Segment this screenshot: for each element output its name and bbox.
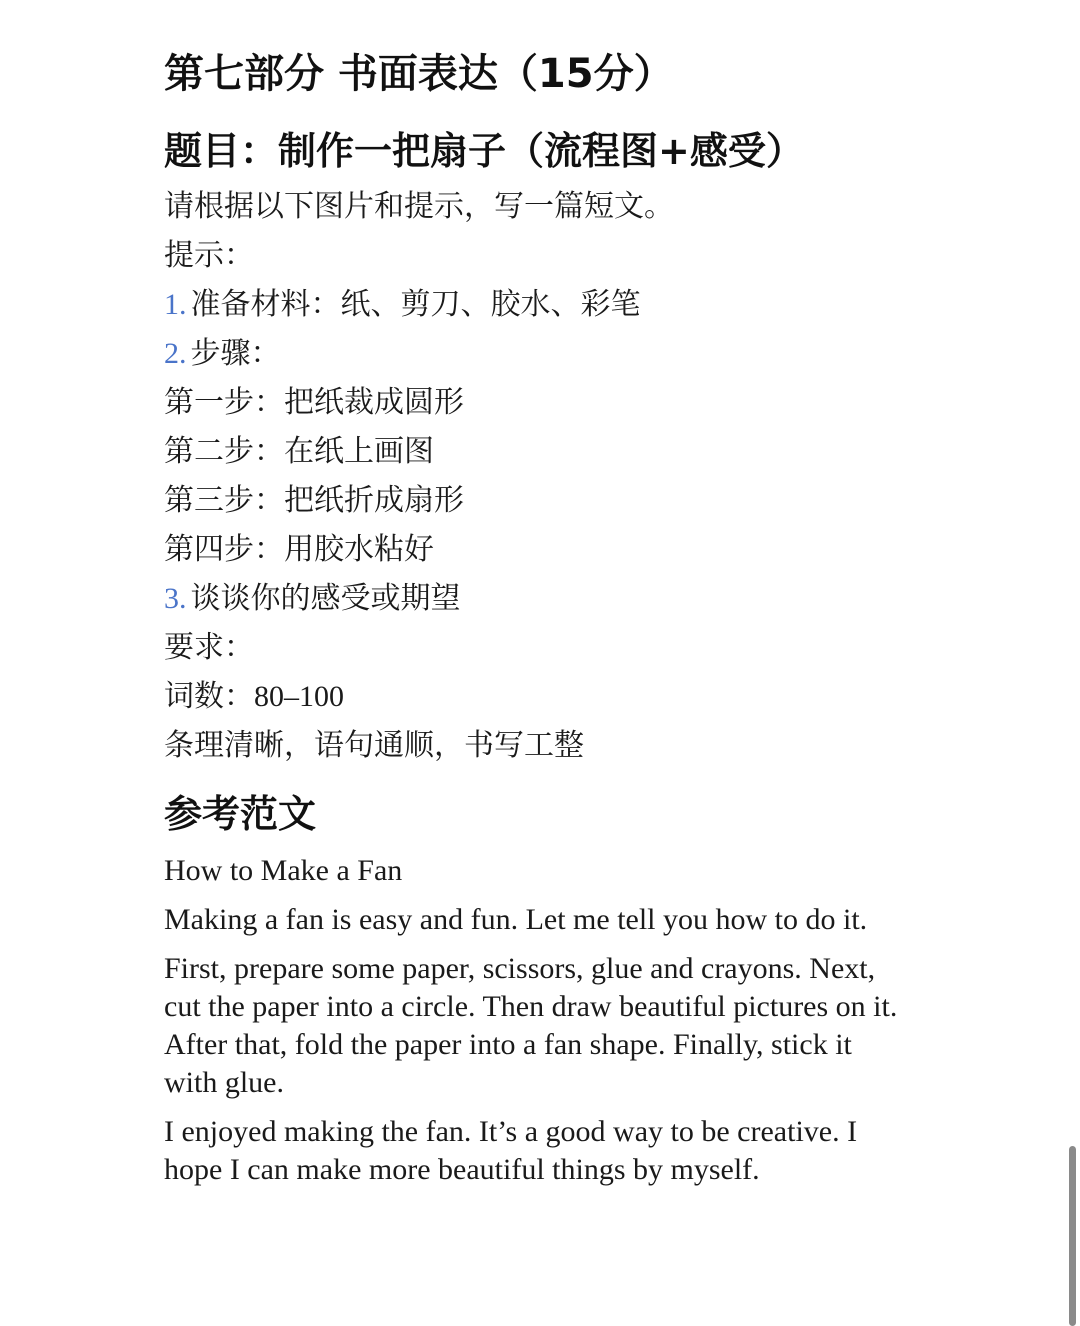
requirement-text: 条理清晰，语句通顺，书写工整 bbox=[164, 728, 584, 763]
word-count-value: 80–100 bbox=[254, 680, 344, 713]
step-item: 第一步：把纸裁成圆形 bbox=[164, 385, 464, 420]
sample-essay bbox=[164, 852, 909, 1200]
step-item: 第二步：在纸上画图 bbox=[164, 434, 434, 469]
list-number: 1. bbox=[164, 288, 187, 321]
word-count-label: 词数： bbox=[164, 679, 254, 714]
requirements-label: 要求： bbox=[164, 630, 254, 665]
essay-paragraph: First, prepare some paper, scissors, glue and crayons. Next, cut the paper into a circle. Then draw beautiful pictures on it. After that, fold the paper into a fan shape. Finally, stick it with glue. bbox=[164, 952, 898, 1099]
list-number: 3. bbox=[164, 582, 187, 615]
section-title: 第七部分 书面表达（15分） bbox=[164, 51, 674, 97]
instruction-text: 请根据以下图片和提示，写一篇短文。 bbox=[164, 189, 674, 224]
essay-paragraph: Making a fan is easy and fun. Let me tell you how to do it. bbox=[164, 903, 868, 936]
list-number: 2. bbox=[164, 337, 187, 370]
hint-item bbox=[164, 282, 674, 331]
hint-label: 提示： bbox=[164, 238, 254, 273]
scrollbar-thumb[interactable] bbox=[1069, 1146, 1076, 1326]
hint-text: 步骤： bbox=[190, 336, 281, 371]
essay-paragraph: I enjoyed making the fan. It’s a good way to be creative. I hope I can make more beautiful things by myself. bbox=[164, 1115, 858, 1186]
prompt-list bbox=[164, 184, 674, 772]
hint-item bbox=[164, 331, 674, 380]
hint-text: 准备材料：纸、剪刀、胶水、彩笔 bbox=[190, 287, 641, 322]
word-count bbox=[164, 674, 674, 723]
hint-item bbox=[164, 576, 674, 625]
sample-heading: 参考范文 bbox=[164, 792, 317, 836]
step-item: 第四步：用胶水粘好 bbox=[164, 532, 434, 567]
essay-title: How to Make a Fan bbox=[164, 854, 403, 887]
step-item: 第三步：把纸折成扇形 bbox=[164, 483, 464, 518]
hint-text: 谈谈你的感受或期望 bbox=[190, 581, 461, 616]
topic-title: 题目：制作一把扇子（流程图+感受） bbox=[164, 129, 804, 173]
